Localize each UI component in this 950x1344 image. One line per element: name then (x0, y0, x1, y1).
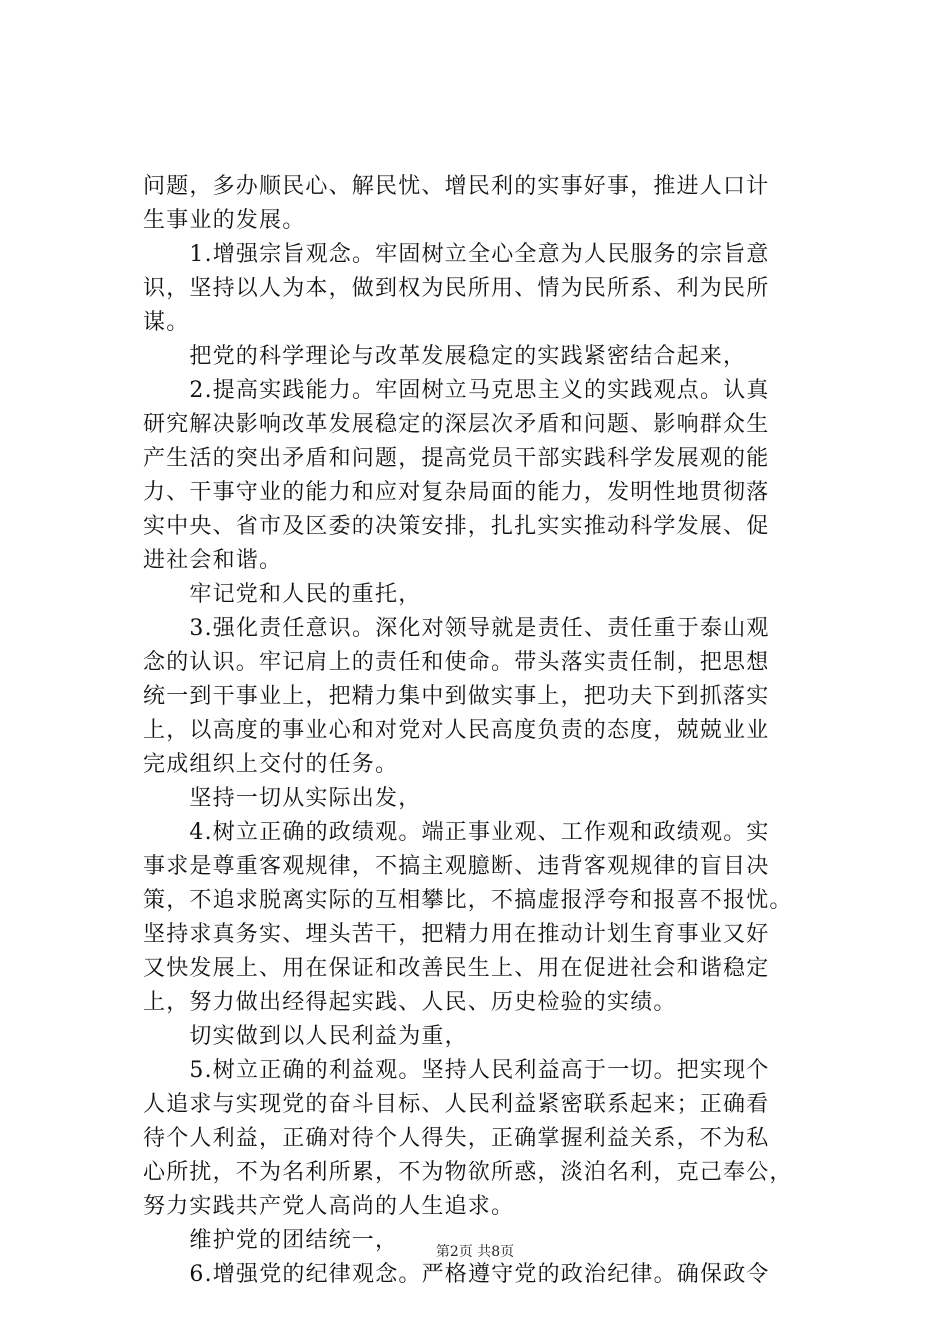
text-line: 人追求与实现党的奋斗目标、人民利益紧密联系起来；正确看 (143, 1092, 770, 1117)
text-line: 2.提高实践能力。牢固树立马克思主义的实践观点。认真 (143, 378, 770, 403)
text-line: 研究解决影响改革发展稳定的深层次矛盾和问题、影响群众生 (143, 412, 770, 437)
text-line: 问题，多办顺民心、解民忧、增民利的实事好事，推进人口计 (143, 174, 770, 199)
text-line: 识，坚持以人为本，做到权为民所用、情为民所系、利为民所 (143, 276, 770, 301)
text-line: 完成组织上交付的任务。 (143, 752, 399, 777)
document-body (143, 170, 833, 1292)
text-line: 又快发展上、用在保证和改善民生上、用在促进社会和谐稳定 (143, 956, 770, 981)
text-line: 进社会和谐。 (143, 548, 283, 573)
page-number-footer: 第2页 共8页 (435, 1244, 515, 1260)
text-line: 待个人利益，正确对待个人得失，正确掌握利益关系，不为私 (143, 1126, 770, 1151)
text-line: 切实做到以人民利益为重， (143, 1024, 468, 1049)
text-line: 4.树立正确的政绩观。端正事业观、工作观和政绩观。实 (143, 820, 770, 845)
text-line: 维护党的团结统一， (143, 1228, 399, 1253)
text-line: 1.增强宗旨观念。牢固树立全心全意为人民服务的宗旨意 (143, 242, 770, 267)
text-line: 上，以高度的事业心和对党对人民高度负责的态度，兢兢业业 (143, 718, 770, 743)
text-line: 把党的科学理论与改革发展稳定的实践紧密结合起来， (143, 344, 747, 369)
text-line: 努力实践共产党人高尚的人生追求。 (143, 1194, 515, 1219)
text-line: 谋。 (143, 310, 190, 335)
text-line: 坚持一切从实际出发， (143, 786, 422, 811)
text-line: 力、干事守业的能力和应对复杂局面的能力，发明性地贯彻落 (143, 480, 770, 505)
text-line: 产生活的突出矛盾和问题，提高党员干部实践科学发展观的能 (143, 446, 770, 471)
text-line: 策，不追求脱离实际的互相攀比，不搞虚报浮夸和报喜不报忧。 (143, 888, 793, 913)
text-line: 实中央、省市及区委的决策安排，扎扎实实推动科学发展、促 (143, 514, 770, 539)
text-line: 坚持求真务实、埋头苦干，把精力用在推动计划生育事业又好 (143, 922, 770, 947)
text-line: 生事业的发展。 (143, 208, 306, 233)
text-line: 上，努力做出经得起实践、人民、历史检验的实绩。 (143, 990, 677, 1015)
text-line: 牢记党和人民的重托， (143, 582, 422, 607)
text-line: 念的认识。牢记肩上的责任和使命。带头落实责任制，把思想 (143, 650, 770, 675)
text-line: 心所扰，不为名利所累，不为物欲所惑，淡泊名利，克己奉公， (143, 1160, 793, 1185)
text-line: 统一到干事业上，把精力集中到做实事上，把功夫下到抓落实 (143, 684, 770, 709)
text-line: 3.强化责任意识。深化对领导就是责任、责任重于泰山观 (143, 616, 770, 641)
text-line: 5.树立正确的利益观。坚持人民利益高于一切。把实现个 (143, 1058, 770, 1083)
text-line: 6.增强党的纪律观念。严格遵守党的政治纪律。确保政令 (143, 1262, 770, 1287)
text-line: 事求是尊重客观规律，不搞主观臆断、违背客观规律的盲目决 (143, 854, 770, 879)
